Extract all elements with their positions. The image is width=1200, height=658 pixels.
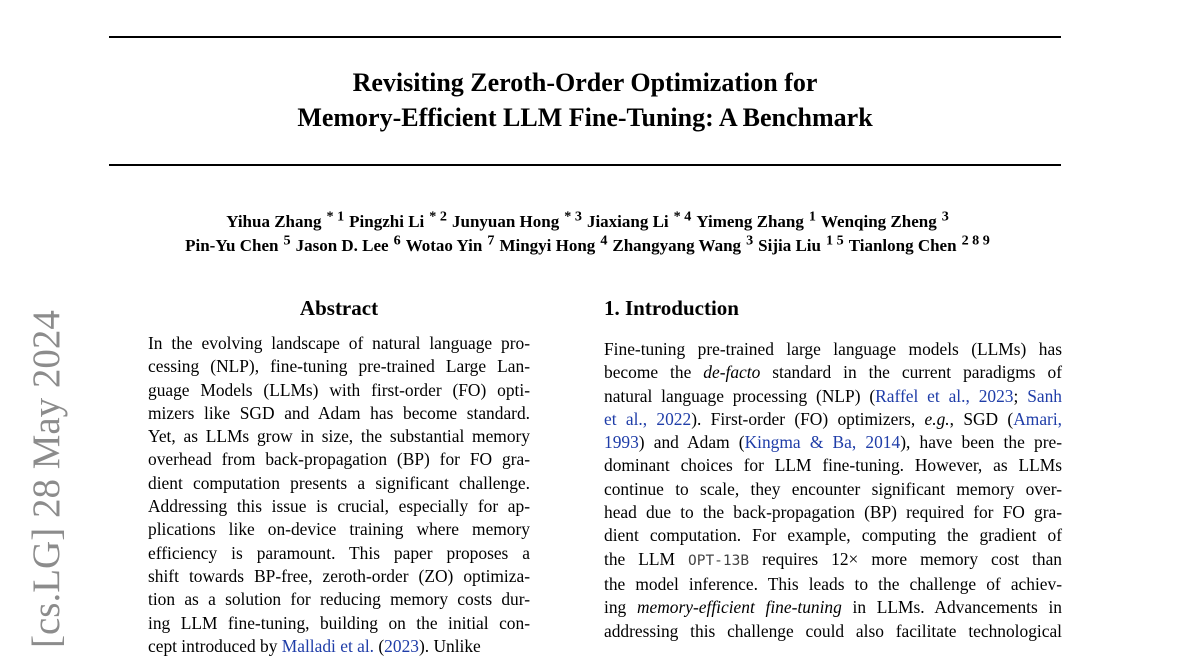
- intro-line: [604, 596, 1062, 619]
- citation-link[interactable]: 1993: [604, 432, 639, 453]
- authors-row-2: [0, 232, 1170, 256]
- author-affiliation: 6: [393, 232, 401, 248]
- author-affiliation: 3: [941, 208, 949, 224]
- intro-text: ) and Adam (: [638, 432, 745, 453]
- author-affiliation: * 3: [564, 208, 582, 224]
- author-name: Wotao Yin: [405, 235, 483, 255]
- introduction-body: [604, 338, 1062, 643]
- intro-line: the model inference. This leads to the challenge of achiev-: [604, 573, 1062, 594]
- arxiv-identifier: [cs.LG] 28 May 2024: [25, 310, 68, 648]
- author-entry: [816, 208, 949, 231]
- author-affiliation: 7: [487, 232, 495, 248]
- abstract-line: plications like on-device training where memory: [148, 519, 530, 540]
- abstract-line: Yet, as LLMs grow in size, the substantial memory: [148, 426, 530, 447]
- code-text: OPT-13B: [687, 552, 750, 569]
- intro-line: addressing this challenge could also facilitate technological: [604, 620, 1062, 641]
- author-entry: [344, 208, 447, 231]
- citation-link[interactable]: et al., 2022: [604, 408, 692, 429]
- author-entry: [607, 232, 754, 255]
- author-entry: [180, 232, 291, 255]
- author-affiliation: 2 8 9: [961, 232, 990, 248]
- intro-text: in LLMs. Advancements in: [841, 597, 1062, 618]
- author-name: Wenqing Zheng: [820, 211, 937, 231]
- intro-text: ), have been the pre-: [900, 432, 1062, 453]
- intro-line: Fine-tuning pre-trained large language models (LLMs) has: [604, 339, 1062, 359]
- abstract-line: guage Models (LLMs) with first-order (FO) opti-: [148, 379, 530, 400]
- abstract-line: In the evolving landscape of natural language pro-: [148, 333, 530, 353]
- intro-text: ;: [1013, 385, 1028, 406]
- intro-text: standard in the current paradigms of: [760, 362, 1062, 383]
- author-entry: [582, 208, 692, 231]
- abstract-line: mizers like SGD and Adam has become standard.: [148, 402, 530, 423]
- author-name: Pingzhi Li: [349, 211, 425, 231]
- author-name: Zhangyang Wang: [612, 235, 742, 255]
- abstract-line: overhead from back-propagation (BP) for FO gra-: [148, 449, 530, 470]
- intro-line: [604, 408, 1062, 431]
- author-name: Pin-Yu Chen: [185, 235, 279, 255]
- authors-row-1: [0, 208, 1170, 232]
- intro-text: , SGD (: [949, 408, 1014, 429]
- intro-text: requires 12× more memory cost than: [749, 548, 1063, 569]
- emphasis-text: memory-efficient fine-tuning: [636, 597, 842, 618]
- intro-text: natural language processing (NLP) (: [604, 385, 876, 406]
- author-entry: [401, 232, 495, 255]
- intro-line: [604, 361, 1062, 384]
- citation-link[interactable]: Raffel et al., 2023: [875, 385, 1014, 406]
- citation-year-link[interactable]: 2023: [384, 635, 419, 656]
- author-affiliation: 1 5: [825, 232, 844, 248]
- emphasis-text: e.g.: [924, 408, 950, 429]
- intro-line: [604, 548, 1062, 573]
- citation-link[interactable]: Kingma & Ba, 2014: [744, 432, 901, 453]
- author-name: Yihua Zhang: [226, 211, 322, 231]
- intro-text: become the: [604, 362, 704, 383]
- author-entry: [844, 232, 990, 255]
- paper-title-line-2: Memory-Efficient LLM Fine-Tuning: A Benchmark: [297, 103, 873, 132]
- abstract-line: ing LLM fine-tuning, building on the initial con-: [148, 612, 530, 633]
- author-affiliation: 4: [600, 232, 608, 248]
- author-name: Junyuan Hong: [451, 211, 560, 231]
- citation-link[interactable]: Malladi et al.: [281, 635, 375, 656]
- intro-line: dominant choices for LLM fine-tuning. However, as LLMs: [604, 455, 1062, 476]
- abstract-heading: Abstract: [299, 296, 379, 320]
- author-affiliation: 3: [746, 232, 754, 248]
- author-name: Yimeng Zhang: [696, 211, 804, 231]
- author-entry: [291, 232, 401, 255]
- abstract-line: Addressing this issue is crucial, especially for ap-: [148, 496, 530, 517]
- abstract-text: (: [374, 635, 385, 656]
- author-name: Jason D. Lee: [295, 235, 389, 255]
- author-entry: [691, 208, 816, 231]
- intro-text: ing: [604, 597, 637, 618]
- abstract-line: shift towards BP-free, zeroth-order (ZO) optimiza-: [148, 565, 530, 586]
- top-rule: [109, 36, 1061, 38]
- abstract-line: efficiency is paramount. This paper proposes a: [148, 542, 530, 563]
- author-affiliation: 5: [283, 232, 291, 248]
- intro-line: dient computation. For example, computing the gradient of: [604, 525, 1062, 546]
- abstract-body: [148, 332, 530, 658]
- author-name: Mingyi Hong: [499, 235, 596, 255]
- author-entry: [753, 232, 844, 255]
- abstract-line: [148, 635, 530, 658]
- citation-link[interactable]: Amari,: [1013, 408, 1063, 429]
- author-affiliation: * 4: [673, 208, 692, 224]
- author-name: Jiaxiang Li: [586, 211, 669, 231]
- abstract-line: dient computation presents a significant challenge.: [148, 472, 530, 493]
- author-entry: [221, 208, 345, 231]
- author-entry: [447, 208, 582, 231]
- introduction-heading: 1. Introduction: [604, 296, 739, 320]
- intro-line: [604, 385, 1062, 408]
- author-name: Tianlong Chen: [848, 235, 957, 255]
- intro-line: [604, 431, 1062, 454]
- abstract-text: cept introduced by: [148, 635, 282, 656]
- author-name: Sijia Liu: [758, 235, 821, 255]
- abstract-line: tion as a solution for reducing memory costs dur-: [148, 589, 530, 610]
- paper-title-line-1: Revisiting Zeroth-Order Optimization for: [352, 68, 818, 97]
- bottom-rule: [109, 164, 1061, 166]
- author-affiliation: 1: [808, 208, 816, 224]
- citation-link[interactable]: Sanh: [1027, 385, 1062, 406]
- author-affiliation: * 1: [326, 208, 345, 224]
- intro-line: continue to scale, they encounter significant memory over-: [604, 478, 1062, 499]
- intro-text: the LLM: [604, 548, 688, 569]
- abstract-line: cessing (NLP), fine-tuning pre-trained Large Lan-: [148, 356, 530, 377]
- abstract-text: ). Unlike: [418, 635, 481, 656]
- author-entry: [494, 232, 608, 255]
- author-affiliation: * 2: [429, 208, 447, 224]
- intro-text: ). First-order (FO) optimizers,: [691, 408, 925, 429]
- emphasis-text: de-facto: [703, 362, 761, 383]
- intro-line: head due to the back-propagation (BP) required for FO gra-: [604, 502, 1062, 523]
